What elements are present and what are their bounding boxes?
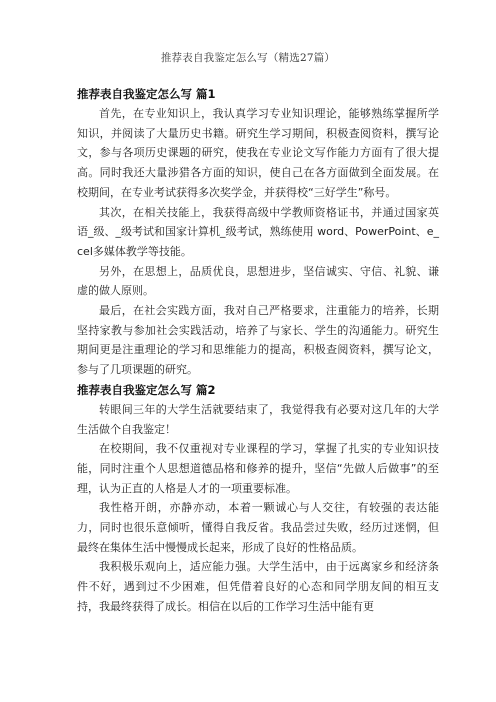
- paragraph: 在校期间，我不仅重视对专业课程的学习，掌握了扎实的专业知识技能，同时注重个人思想道德品格和修养的提升，坚信“先做人后做事”的至理，认为正直的人格是人才的一项重要标准。: [77, 442, 439, 495]
- paragraph: 转眼间三年的大学生活就要结束了，我觉得我有必要对这几年的大学生活做个自我鉴定！: [77, 402, 439, 436]
- paragraph: 首先，在专业知识上，我认真学习专业知识理论，能够熟练掌握所学知识，并阅读了大量历史书籍。研究生学习期间，积极查阅资料，撰写论文，参与各项历史课题的研究，使我在专业论文写作能力方面有了很大提高。同时我还大量涉猎各方面的知识，使自己在各方面做到全面发展。在校期间，在专业考试获得多次奖学金，并获得校“三好学生”称号。: [77, 107, 439, 199]
- paragraph: 我积极乐观向上，适应能力强。大学生活中，由于远离家乡和经济条件不好，遇到过不少困难，但凭借着良好的心态和同学朋友间的相互支持，我最终获得了成长。相信在以后的工作学习生活中能有更: [77, 560, 439, 613]
- section-heading: 推荐表自我鉴定怎么写 篇1: [77, 87, 216, 101]
- paragraph: 我性格开朗，亦静亦动，本着一颗诚心与人交往，有较强的表达能力，同时也很乐意倾听，懂得自我反省。我品尝过失败，经历过迷惘，但最终在集体生活中慢慢成长起来，形成了良好的性格品质。: [77, 501, 439, 554]
- paragraph: 最后，在社会实践方面，我对自己严格要求，注重能力的培养，长期坚持家教与参加社会实践活动，培养了与家长、学生的沟通能力。研究生期间更是注重理论的学习和思维能力的提高，积极查阅资料，撰写论文，参与了几项课题的研究。: [77, 304, 439, 377]
- document-title: 推荐表自我鉴定怎么写（精选27篇）: [160, 52, 336, 64]
- paragraph: 另外，在思想上，品质优良，思想进步，坚信诚实、守信、礼貌、谦虚的做人原则。: [77, 264, 439, 298]
- paragraph: 其次，在相关技能上，我获得高级中学教师资格证书，并通过国家英语_级、_级考试和国家计算机_级考试，熟练使用 word、PowerPoint、e_cel多媒体教学等技能。: [77, 205, 439, 258]
- section-heading: 推荐表自我鉴定怎么写 篇2: [77, 382, 216, 397]
- document-body: [77, 84, 439, 617]
